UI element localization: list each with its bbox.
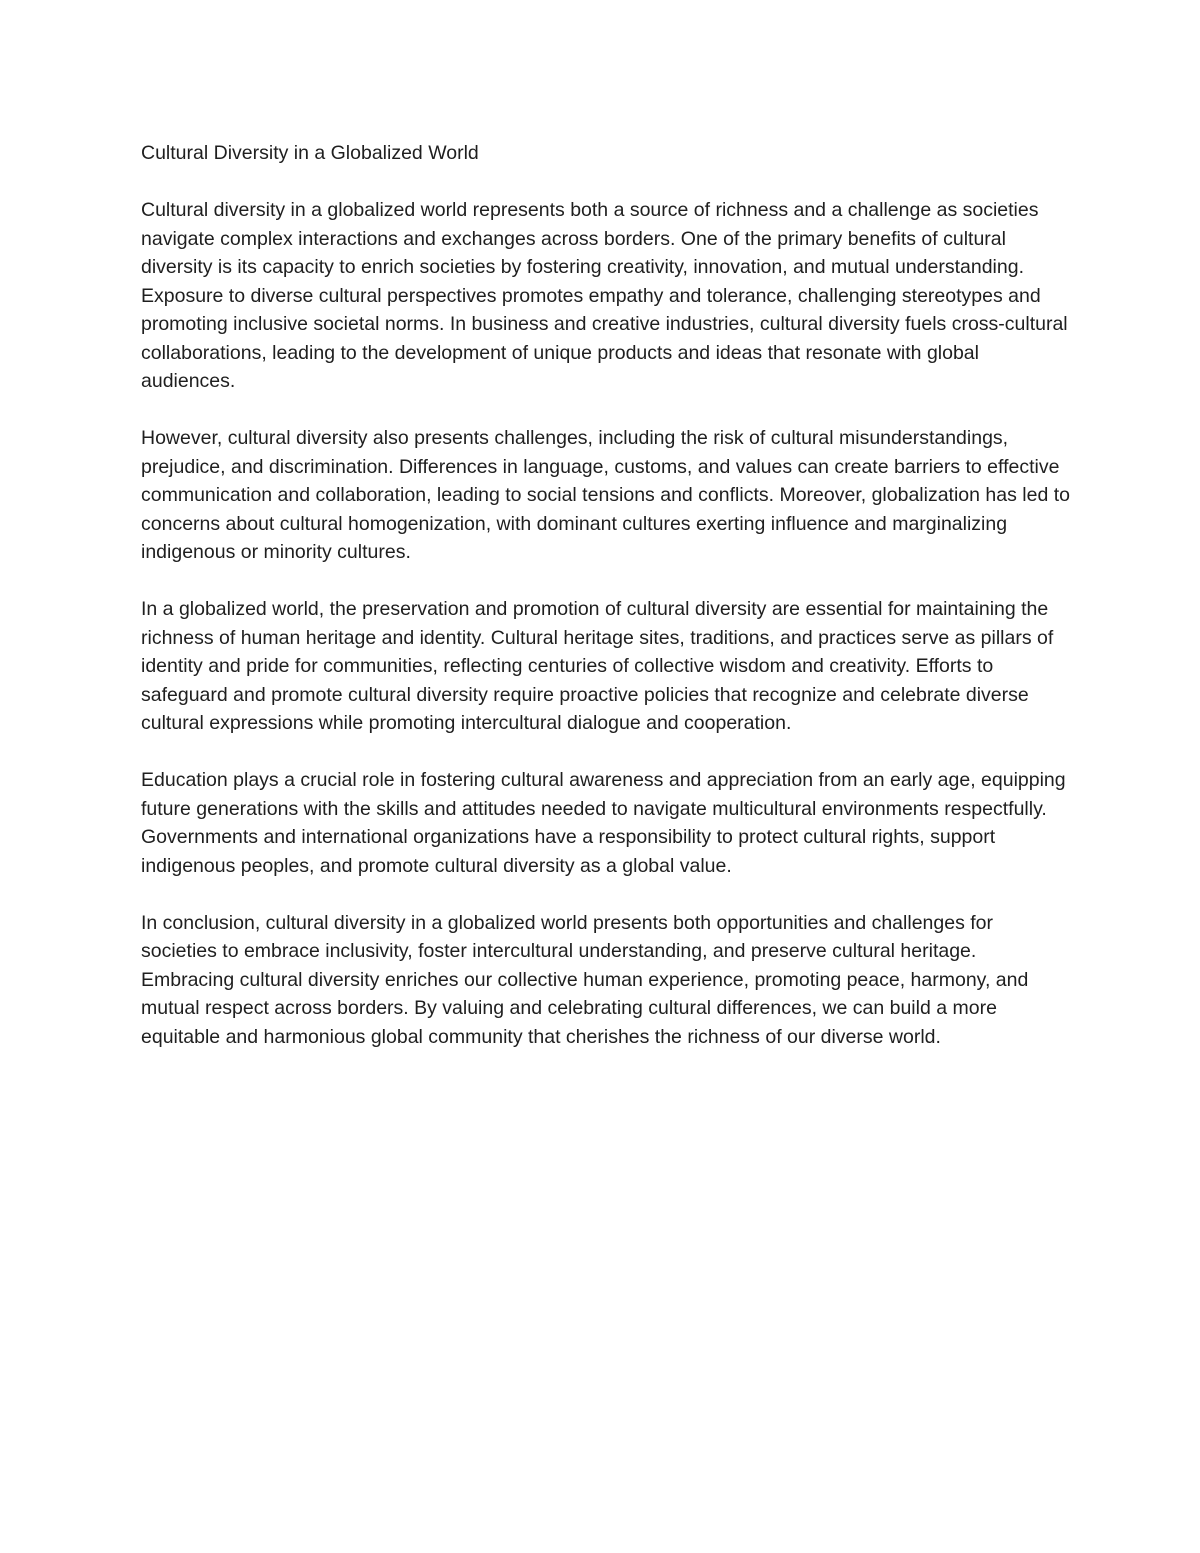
paragraph-conclusion: In conclusion, cultural diversity in a globalized world presents both opportunities and challenges for societies to embrace inclusivity, foster intercultural understanding, and preserve cultural heritage. Embracing cultural diversity enriches our collective human experience, promoting peace, harmony, and mutual respect across borders. By valuing and celebrating cultural differences, we can build a more equitable and harmonious global community that cherishes the richness of our diverse world. [141,911,1029,1048]
paragraph-education: Education plays a crucial role in fostering cultural awareness and appreciation from an early age, equipping future generations with the skills and attitudes needed to navigate multicultural environments respectfully. Governments and international organizations have a responsibility to protect cultural rights, support indigenous peoples, and promote cultural diversity as a global value. [141,769,1066,877]
paragraph-challenges: However, cultural diversity also presents challenges, including the risk of cultural misunderstandings, prejudice, and discrimination. Differences in language, customs, and values can create barriers to effective communication and collaboration, leading to social tensions and conflicts. Moreover, globalization has led to concerns about cultural homogenization, with dominant cultures exerting influence and marginalizing indigenous or minority cultures. [141,427,1070,563]
paragraph-preservation: In a globalized world, the preservation and promotion of cultural diversity are essential for maintaining the richness of human heritage and identity. Cultural heritage sites, traditions, and practices serve as pillars of identity and pride for communities, reflecting centuries of collective wisdom and creativity. Efforts to safeguard and promote cultural diversity require proactive policies that recognize and celebrate diverse cultural expressions while promoting intercultural dialogue and cooperation. [141,598,1054,734]
document-body [141,139,1071,1080]
paragraph-introduction: Cultural diversity in a globalized world represents both a source of richness and a challenge as societies navigate complex interactions and exchanges across borders. One of the primary benefits of cultural diversity is its capacity to enrich societies by fostering creativity, innovation, and mutual understanding. Exposure to diverse cultural perspectives promotes empathy and tolerance, challenging stereotypes and promoting inclusive societal norms. In business and creative industries, cultural diversity fuels cross-cultural collaborations, leading to the development of unique products and ideas that resonate with global audiences. [141,199,1068,392]
document-title: Cultural Diversity in a Globalized World [141,142,479,164]
